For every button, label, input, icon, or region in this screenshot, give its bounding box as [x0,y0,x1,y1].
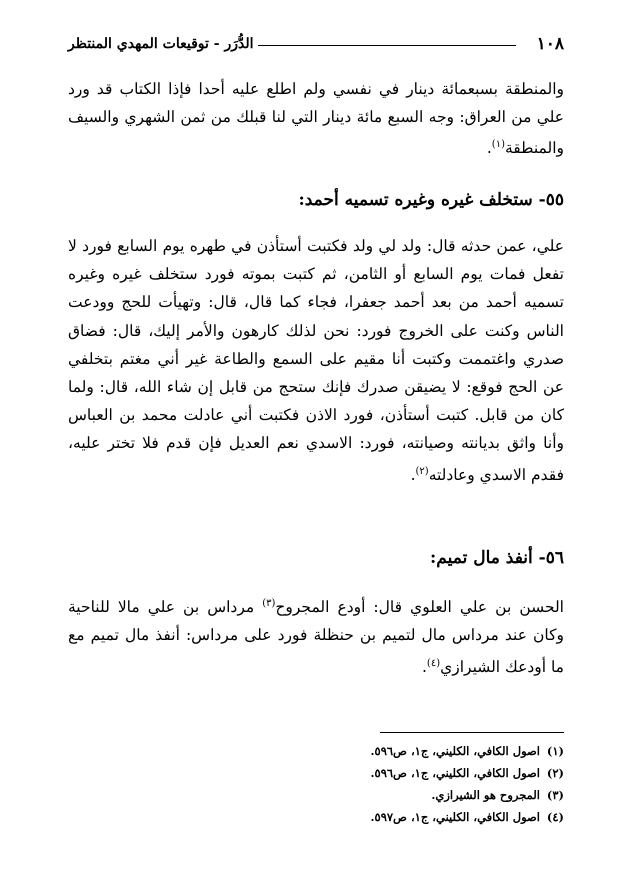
footnote-ref-1: (١) [491,139,505,151]
footnote-number: (٣) [546,788,564,802]
footnote-separator [380,732,564,733]
footnotes [68,740,564,828]
section-56-text-b: مرداس بن علي مالا للناحية وكان عند مرداس مال لتميم بن حنظلة فورد على مرداس: أنفذ مال تميم مع ما أودعك الشيرازي [68,598,564,676]
page-number: ١٠٨ [536,34,564,54]
footnote-item [68,740,564,762]
paragraph-1-text: والمنطقة بسبعمائة دينار في نفسي ولم اطلع عليه أحدا فإذا الكتاب قد ورد علي من العراق: وجه السبع مائة دينار التي لنا قبلك من ثمن الشهري والسيف والمنطقة [68,80,564,158]
footnote-number: (٢) [546,766,564,780]
paragraph-1: والمنطقة بسبعمائة دينار في نفسي ولم اطلع عليه أحدا فإذا الكتاب قد ورد علي من العراق: وجه السبع مائة دينار التي لنا قبلك من ثمن الشهري والسيف والمنطقة$^{(١)}$. [68,80,564,158]
section-55-heading: ٥٥- ستخلف غيره وغيره تسميه أحمد: [298,190,564,210]
footnote-item [68,784,564,806]
footnote-item [68,806,564,828]
footnote-ref-2: (٢) [415,465,429,477]
footnote-number: (١) [546,744,564,758]
footnote-item [68,762,564,784]
section-55-body: علي، عمن حدثه قال: ولد لي ولد فكتبت أستأذن في طهره يوم السابع فورد لا تفعل فمات يوم السابع أو الثامن، ثم كتبت بموته فورد ستخلف غيره وغيره تسميه أحمد من بعد أحمد جعفرا، فجاء كما قال، قال: وتهيأت للحج وودعت الناس وكنت على الخروج فورد: نحن لذلك كارهون والأمر إليك، قال: فضاق صدري واغتممت وكتبت أنا مقيم على السمع والطاعة غير أني مغتم بتخلفي عن الحج فوقع: لا يضيقن صدرك فإنك ستحج من قابل إن شاء الله، قال: ولما كان من قابل. كتبت أستأذن، فورد الاذن فكتبت أني عادلت محمد بن العباس وأنا واثق بديانته وصيانته، فورد: الاسدي نعم العديل فإن قدم فلا تختر عليه، فقدم الاسدي وعادلته$^{(٢)}$. [68,237,564,484]
page-header [68,34,564,58]
section-56-text-a: الحسن بن علي العلوي قال: أودع المجروح [275,598,564,617]
header-rule [258,45,516,46]
footnote-number: (٤) [546,810,564,824]
section-55-text: علي، عمن حدثه قال: ولد لي ولد فكتبت أستأذن في طهره يوم السابع فورد لا تفعل فمات يوم السابع أو الثامن، ثم كتبت بموته فورد ستخلف غيره وغيره تسميه أحمد من بعد أحمد جعفرا، فجاء كما قال، قال: وتهيأت للحج وودعت الناس وكنت على الخروج فورد: نحن لذلك كارهون والأمر إليك، قال: فضاق صدري واغتممت وكتبت أنا مقيم على السمع والطاعة غير أني مغتم بتخلفي عن الحج فوقع: لا يضيقن صدرك فإنك ستحج من قابل إن شاء الله، قال: ولما كان من قابل. كتبت أستأذن، فورد الاذن فكتبت أني عادلت محمد بن العباس وأنا واثق بديانته وصيانته، فورد: الاسدي نعم العديل فإن قدم فلا تختر عليه، فقدم الاسدي وعادلته [68,237,564,484]
section-56-body: الحسن بن علي العلوي قال: أودع المجروح$^{(٣)}$ مرداس بن علي مالا للناحية وكان عند مرداس مال لتميم بن حنظلة فورد على مرداس: أنفذ مال تميم مع ما أودعك الشيرازي$^{(٤)}$. [68,598,564,676]
section-56-heading: ٥٦- أنفذ مال تميم: [430,548,564,568]
footnote-text: اصول الكافي، الكليني، ج١، ص٥٩٦. [370,766,540,780]
footnote-ref-3: (٣) [262,598,276,609]
footnote-ref-4: (٤) [426,657,441,669]
footnote-text: المجروح هو الشيرازي. [431,788,540,802]
running-title: الدُّرَر - توقيعات المهدي المنتظر [68,36,254,52]
footnote-text: اصول الكافي، الكليني، ج١، ص٥٩٦. [370,744,540,758]
footnote-text: اصول الكافي، الكليني، ج١، ص٥٩٧. [370,810,540,824]
